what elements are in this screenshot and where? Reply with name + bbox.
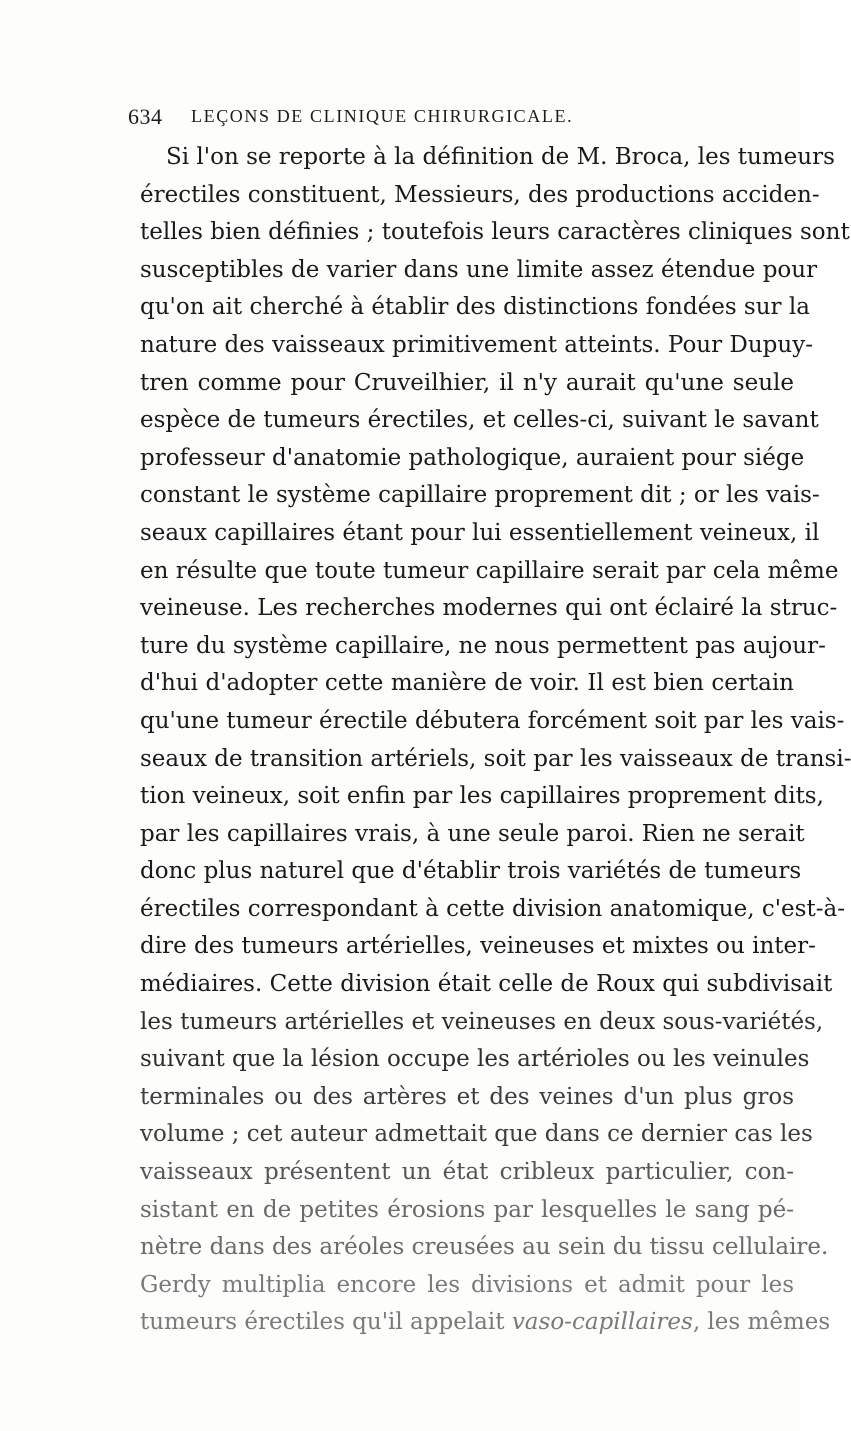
text-fragment: tumeurs érectiles qu'il appelait (140, 1309, 512, 1336)
text-line: en résulte que toute tumeur capillaire serait par cela même (140, 557, 839, 584)
text-line: veineuse. Les recherches modernes qui ont éclairé la struc- (140, 595, 838, 622)
body-paragraph (140, 139, 851, 1342)
text-line: suivant que la lésion occupe les artérioles ou les veinules (140, 1046, 810, 1073)
text-line: médiaires. Cette division était celle de Roux qui subdivisait (140, 971, 833, 998)
text-line: vaisseaux présentent un état cribleux particulier, con- (140, 1159, 794, 1186)
page-number: 634 (128, 104, 163, 129)
text-line: ture du système capillaire, ne nous permettent pas aujour- (140, 632, 826, 659)
text-line: les tumeurs artérielles et veineuses en deux sous-variétés, (140, 1008, 824, 1035)
text-line: donc plus naturel que d'établir trois variétés de tumeurs (140, 858, 802, 885)
text-line: qu'on ait cherché à établir des distinctions fondées sur la (140, 294, 810, 321)
text-line-last (140, 1304, 831, 1342)
text-line: constant le système capillaire proprement dit ; or les vais- (140, 482, 820, 509)
italic-term: vaso-capillaires (511, 1309, 693, 1336)
text-line: tren comme pour Cruveilhier, il n'y aurait qu'une seule (140, 369, 794, 396)
text-line: érectiles constituent, Messieurs, des productions acciden- (140, 181, 820, 208)
text-line: d'hui d'adopter cette manière de voir. Il est bien certain (140, 670, 794, 697)
text-line: terminales ou des artères et des veines d'un plus gros (140, 1083, 794, 1110)
text-line: nature des vaisseaux primitivement atteints. Pour Dupuy- (140, 331, 813, 358)
text-line: volume ; cet auteur admettait que dans ce dernier cas les (140, 1121, 813, 1148)
text-line: telles bien définies ; toutefois leurs caractères cliniques sont (140, 219, 850, 246)
text-line: seaux capillaires étant pour lui essentiellement veineux, il (140, 519, 820, 546)
text-fragment: , les mêmes (692, 1309, 831, 1336)
text-line: érectiles correspondant à cette division anatomique, c'est-à- (140, 895, 845, 922)
text-line: espèce de tumeurs érectiles, et celles-ci, suivant le savant (140, 407, 819, 434)
text-line: Si l'on se reporte à la définition de M. Broca, les tumeurs (166, 144, 835, 170)
running-head (128, 104, 748, 134)
text-line: seaux de transition artériels, soit par les vaisseaux de transi- (140, 745, 851, 772)
text-line: Gerdy multiplia encore les divisions et admit pour les (140, 1271, 794, 1298)
text-line: nètre dans des aréoles creusées au sein du tissu cellulaire. (140, 1234, 829, 1261)
running-title: LEÇONS DE CLINIQUE CHIRURGICALE. (191, 106, 574, 126)
text-line: dire des tumeurs artérielles, veineuses et mixtes ou inter- (140, 933, 816, 960)
text-line: professeur d'anatomie pathologique, auraient pour siége (140, 444, 805, 471)
text-line: sistant en de petites érosions par lesquelles le sang pé- (140, 1196, 794, 1223)
text-line: susceptibles de varier dans une limite assez étendue pour (140, 256, 818, 283)
text-line: tion veineux, soit enfin par les capillaires proprement dits, (140, 783, 824, 810)
text-line: par les capillaires vrais, à une seule paroi. Rien ne serait (140, 820, 805, 847)
text-line: qu'une tumeur érectile débutera forcément soit par les vais- (140, 707, 845, 734)
